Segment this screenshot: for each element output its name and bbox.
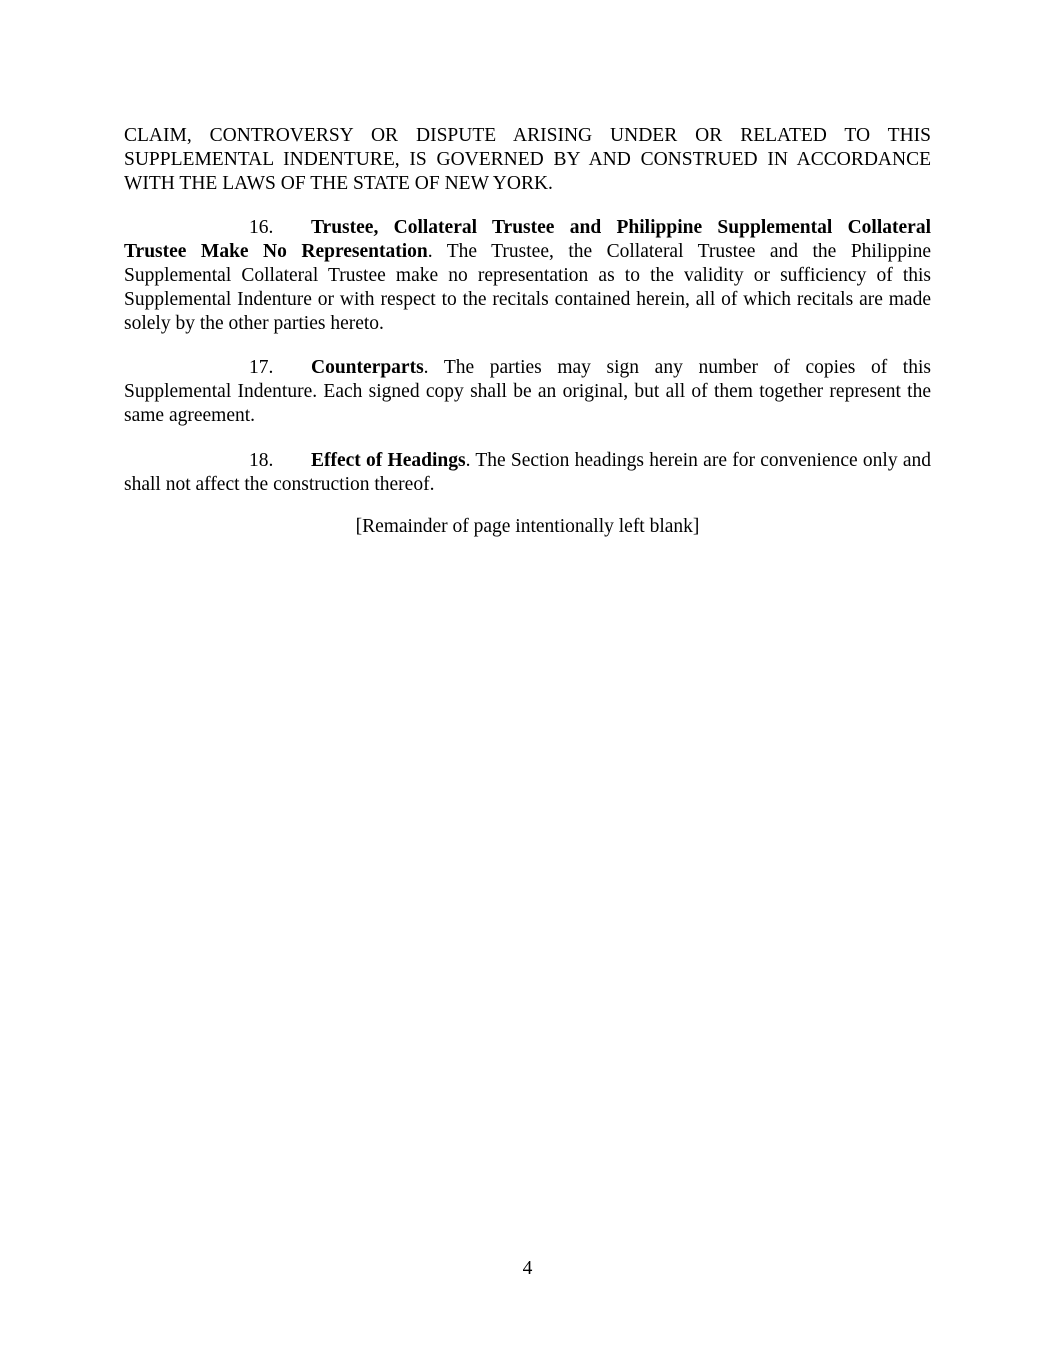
section-17-heading: Counterparts	[311, 357, 424, 378]
section-16-text: . The Trustee, the Collateral Trustee and the Philippine Supplemental Collateral Trustee make no representation as to the validity or sufficiency of this Supplemental Indenture or with respect to the recitals contained herein, all of which recitals are made solely by the other parties hereto.	[124, 241, 931, 334]
section-18-text: . The Section headings herein are for convenience only and shall not affect the construction thereof.	[124, 450, 931, 495]
section-17-number: 17.	[249, 357, 274, 378]
section-16-number: 16.	[249, 217, 274, 238]
section-18-paragraph	[124, 449, 931, 497]
section-17-paragraph	[124, 356, 931, 428]
remainder-blank-note: [Remainder of page intentionally left blank]	[355, 516, 700, 537]
section-16-heading: Trustee, Collateral Trustee and Philippine Supplemental Collateral Trustee Make No Representation	[124, 217, 931, 262]
section-16-paragraph	[124, 216, 931, 336]
section-18-number: 18.	[249, 450, 274, 471]
section-17-text: . The parties may sign any number of copies of this Supplemental Indenture. Each signed copy shall be an original, but all of them together represent the same agreement.	[124, 357, 931, 426]
page-number: 4	[522, 1258, 533, 1279]
section-18-heading: Effect of Headings	[311, 450, 466, 471]
continued-governing-law-paragraph: CLAIM, CONTROVERSY OR DISPUTE ARISING UNDER OR RELATED TO THIS SUPPLEMENTAL INDENTURE, IS GOVERNED BY AND CONSTRUED IN ACCORDANCE WITH THE LAWS OF THE STATE OF NEW YORK.	[124, 125, 931, 194]
